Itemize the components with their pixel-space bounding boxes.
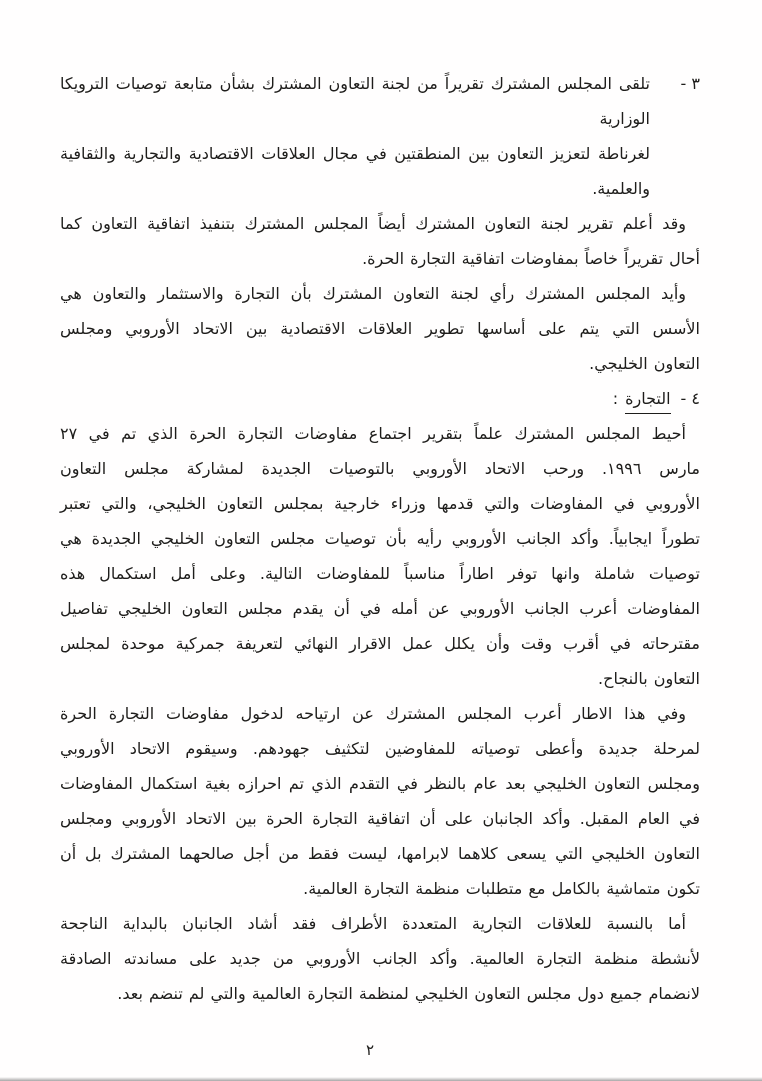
section-heading-trade xyxy=(60,381,700,416)
text-line: التعاون الخليجي التي يسعى كلاهما لابرامها، ليست فقط من أجل صالحهما المشترك بل أن xyxy=(60,844,700,863)
text-line: وفي هذا الاطار أعرب المجلس المشترك عن ارتياحه لدخول مفاوضات التجارة الحرة xyxy=(60,704,686,723)
text-line: مقترحاته في أقرب وقت وأن يكلل عمل الاقرار النهائي لتعريفة جمركية موحدة لمجلس xyxy=(60,634,700,653)
item-3-section xyxy=(60,66,700,381)
text-line: تلقى المجلس المشترك تقريراً من لجنة التعاون المشترك بشأن متابعة توصيات الترويكا الوزارية xyxy=(60,74,650,128)
text-line: الأسس التي يتم على أساسها تطوير العلاقات الاقتصادية بين الاتحاد الأوروبي ومجلس xyxy=(60,319,700,338)
text-line: لانضمام جميع دول مجلس التعاون الخليجي لمنظمة التجارة العالمية والتي لم تنضم بعد. xyxy=(117,984,700,1003)
item-3-number: ٣ - xyxy=(680,74,700,93)
paragraph xyxy=(60,206,700,276)
text-line: أحيط المجلس المشترك علماً بتقرير اجتماع مفاوضات التجارة الحرة الذي تم في ٢٧ xyxy=(60,424,686,443)
text-line: ومجلس التعاون الخليجي بعد عام بالنظر في التقدم الذي تم احرازه بغية استكمال المفاوضات xyxy=(60,774,700,793)
text-line: وأيد المجلس المشترك رأي لجنة التعاون المشترك بأن التجارة والاستثمار والتعاون هي xyxy=(60,284,686,303)
text-line: تطوراً ايجابياً. وأكد الجانب الأوروبي رأيه بأن توصيات مجلس التعاون الخليجي الجديدة هي xyxy=(60,529,700,548)
item-4-number: ٤ - xyxy=(680,389,700,408)
text-line: التعاون بالنجاح. xyxy=(598,669,700,688)
text-line: لغرناطة لتعزيز التعاون بين المنطقتين في مجال العلاقات الاقتصادية والتجارية والثقافية xyxy=(60,144,650,163)
text-line: لمرحلة جديدة وأعطى توصياته للمفاوضين لتكثيف جهودهم. وسيقوم الاتحاد الأوروبي xyxy=(60,739,700,758)
text-line: التعاون الخليجي. xyxy=(589,354,700,373)
text-line: المفاوضات أعرب الجانب الأوروبي عن أمله في أن يقدم مجلس التعاون الخليجي تفاصيل xyxy=(60,599,700,618)
paragraph xyxy=(60,66,650,206)
item-4-section xyxy=(60,381,700,1011)
text-line: توصيات شاملة وانها توفر اطاراً مناسباً للمفاوضات التالية. وعلى أمل استكمال هذه xyxy=(60,564,700,583)
text-line: تكون متماشية بالكامل مع متطلبات منظمة التجارة العالمية. xyxy=(303,879,700,898)
document-content xyxy=(60,66,700,1011)
section-title-underlined: التجارة xyxy=(625,388,670,414)
paragraph xyxy=(60,696,700,906)
page-number: ٢ xyxy=(365,1041,375,1059)
heading-colon: : xyxy=(612,389,619,408)
numbered-paragraph xyxy=(60,66,700,206)
paragraph xyxy=(60,416,700,696)
paragraph xyxy=(60,906,700,1011)
text-line: أما بالنسبة للعلاقات التجارية المتعددة الأطراف فقد أشاد الجانبان بالبداية الناجحة xyxy=(60,914,686,933)
text-line: وقد أعلم تقرير لجنة التعاون المشترك أيضاً المجلس المشترك بتنفيذ اتفاقية التعاون كما xyxy=(60,214,686,233)
text-line: والعلمية. xyxy=(592,179,650,198)
text-line: مارس ١٩٩٦. ورحب الاتحاد الأوروبي بالتوصيات الجديدة لمشاركة مجلس التعاون xyxy=(60,459,700,478)
text-line: أحال تقريراً خاصاً بمفاوضات اتفاقية التجارة الحرة. xyxy=(362,249,700,268)
text-line: لأنشطة منظمة التجارة العالمية. وأكد الجانب الأوروبي من جديد على مساندته الصادقة xyxy=(60,949,700,968)
text-line: في العام المقبل. وأكد الجانبان على أن اتفاقية التجارة الحرة بين الاتحاد الأوروبي ومجلس xyxy=(60,809,700,828)
text-line: الأوروبي في المفاوضات والتي قدمها وزراء خارجية بمجلس التعاون الخليجي، والتي تعتبر xyxy=(60,494,700,513)
paragraph xyxy=(60,276,700,381)
